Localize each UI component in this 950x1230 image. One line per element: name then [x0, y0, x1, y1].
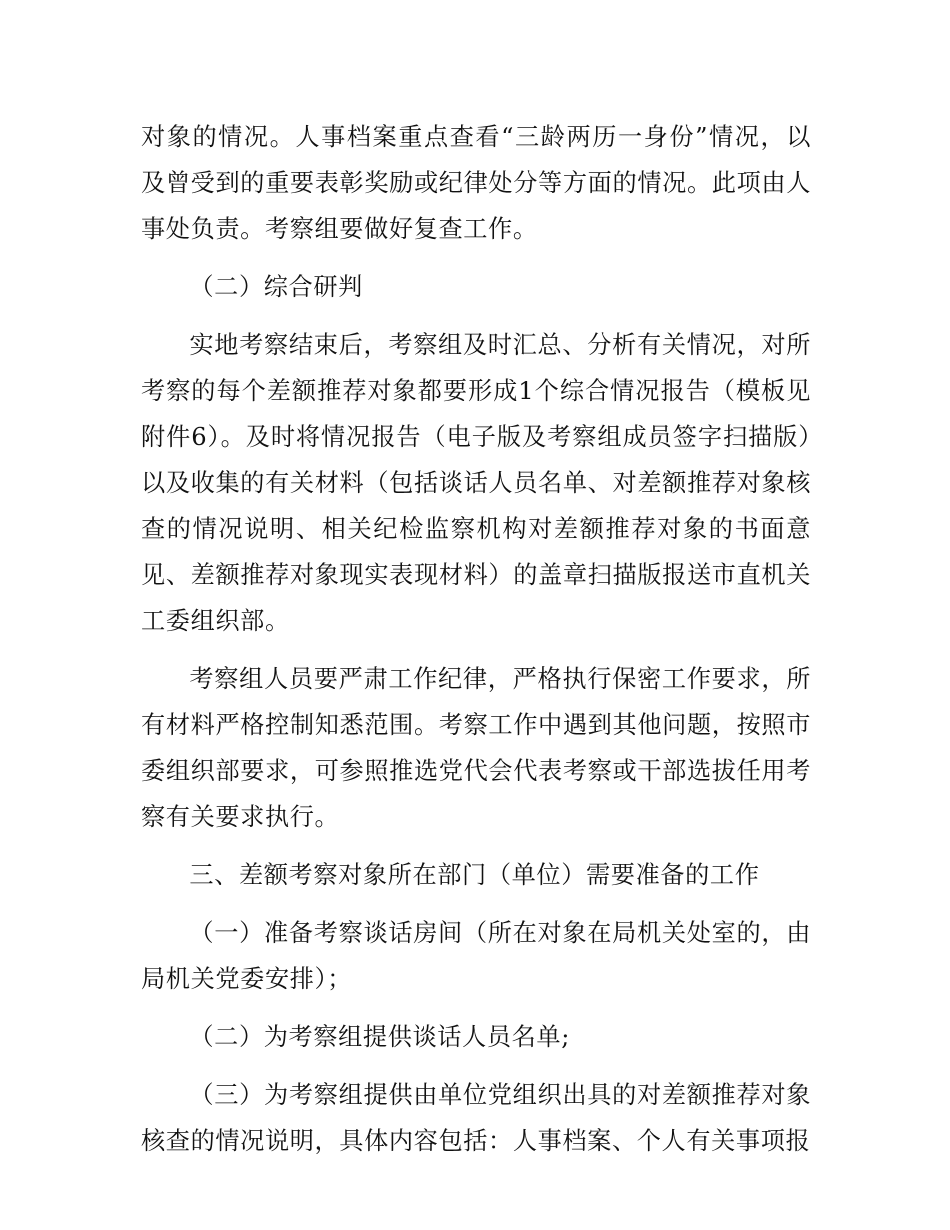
list-item-interview-room: （一）准备考察谈话房间（所在对象在局机关处室的，由局机关党委安排）； — [141, 919, 811, 993]
list-item-interviewee-list: （二）为考察组提供谈话人员名单; — [189, 1023, 570, 1051]
paragraph-continued: 对象的情况。人事档案重点查看“三龄两历一身份”情况，以及曾受到的重要表彰奖励或纪律处分等方面的情况。此项由人事处负责。考察组要做好复查工作。 — [141, 123, 811, 243]
document-body — [141, 114, 811, 1176]
paragraph-discipline: 考察组人员要严肃工作纪律，严格执行保密工作要求，所有材料严格控制知悉范围。考察工作中遇到其他问题，按照市委组织部要求，可参照推选党代会代表考察或干部选拔任用考察有关要求执行。 — [141, 665, 811, 831]
section-heading-unit-preparation: 三、差额考察对象所在部门（单位）需要准备的工作 — [189, 861, 760, 889]
list-item-verification-statement: （三）为考察组提供由单位党组织出具的对差额推荐对象核查的情况说明，具体内容包括：人事档案、个人有关事项报 — [141, 1081, 811, 1155]
section-heading-comprehensive-review: （二）综合研判 — [189, 273, 363, 301]
paragraph-review-report: 实地考察结束后，考察组及时汇总、分析有关情况，对所考察的每个差额推荐对象都要形成1个综合情况报告（模板见附件6）。及时将情况报告（电子版及考察组成员签字扫描版）以及收集的有关材料（包括谈话人员名单、对差额推荐对象核查的情况说明、相关纪检监察机构对差额推荐对象的书面意见、差额推荐对象现实表现材料）的盖章扫描版报送市直机关工委组织部。 — [141, 331, 811, 635]
